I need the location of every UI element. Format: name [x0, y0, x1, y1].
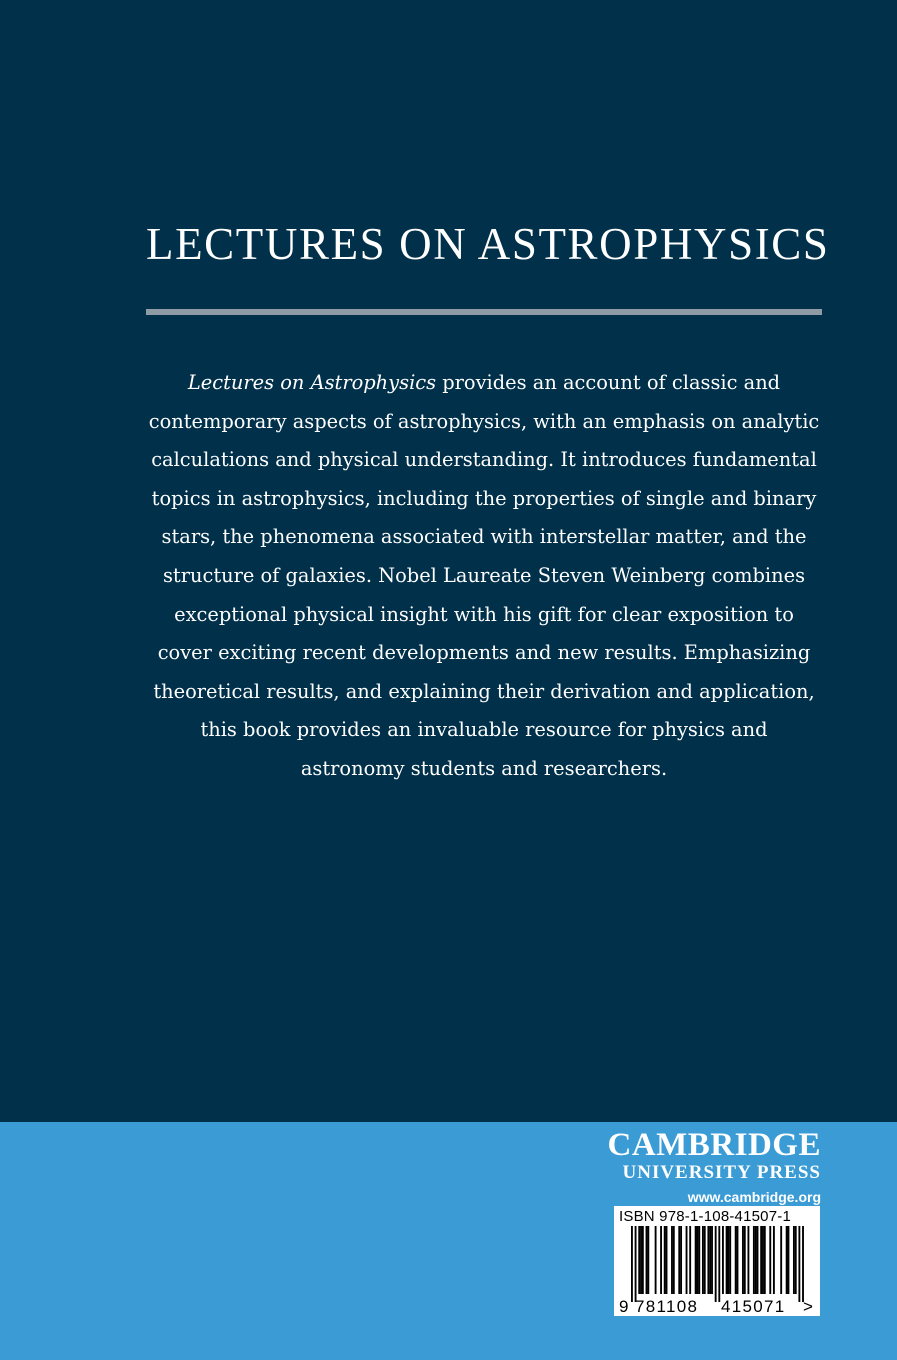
barcode-graphic [614, 1206, 820, 1316]
publisher-logo [607, 1128, 821, 1210]
barcode-bar [638, 1226, 640, 1294]
description-line: topics in astrophysics, including the properties of single and binary [151, 486, 817, 510]
barcode-bar [722, 1226, 724, 1294]
barcode-bar [680, 1226, 682, 1294]
barcode-bar [698, 1226, 700, 1294]
barcode-bar [631, 1226, 633, 1302]
barcode-bar [737, 1226, 739, 1294]
barcode-bar [744, 1226, 746, 1294]
title-divider [146, 309, 822, 315]
barcode-right-digits: 415071 [721, 1297, 786, 1316]
description-line: provides an account of classic and [442, 371, 781, 394]
barcode-bar [727, 1226, 729, 1294]
book-description [134, 364, 834, 789]
barcode-bar [707, 1226, 709, 1294]
barcode-bar [673, 1226, 675, 1294]
barcode-bar [735, 1226, 737, 1294]
description-line: astronomy students and researchers. [300, 756, 668, 780]
description-book-title: Lectures on Astrophysics [187, 371, 437, 394]
barcode-bar [711, 1226, 713, 1294]
barcode-bar [726, 1226, 728, 1294]
barcode-bar [769, 1226, 771, 1294]
barcode-quiet-mark: > [803, 1297, 813, 1316]
barcode-bar [655, 1226, 657, 1294]
barcode-bar [666, 1226, 668, 1294]
description-line: this book provides an invaluable resource for physics and [200, 718, 768, 742]
barcode-bar [718, 1226, 720, 1302]
barcode-bar [742, 1226, 744, 1294]
barcode-bar [635, 1226, 637, 1302]
barcode-bar [704, 1226, 706, 1294]
barcode-bar [697, 1226, 699, 1294]
barcode-bar [802, 1226, 804, 1302]
barcode-bar [660, 1226, 662, 1294]
description-line: theoretical results, and explaining their derivation and application, [153, 679, 815, 703]
barcode-bar [753, 1226, 755, 1294]
barcode-bar [760, 1226, 762, 1294]
barcode-bar [715, 1226, 717, 1302]
barcode-bar [709, 1226, 711, 1294]
barcode-bar [642, 1226, 644, 1294]
barcode-bars [631, 1226, 804, 1302]
description-line: calculations and physical understanding. It introduces fundamental [151, 448, 817, 472]
book-title: LECTURES ON ASTROPHYSICS [146, 219, 830, 269]
barcode-bar [729, 1226, 731, 1294]
barcode-bar [757, 1226, 759, 1294]
barcode-bar [747, 1226, 749, 1294]
isbn-barcode-box [614, 1206, 820, 1316]
barcode-bar [689, 1226, 691, 1294]
barcode-bar [695, 1226, 697, 1294]
description-line: structure of galaxies. Nobel Laureate Steven Weinberg combines [162, 563, 806, 587]
barcode-bar [671, 1226, 673, 1294]
barcode-bar [686, 1226, 688, 1294]
barcode-bar [788, 1226, 790, 1294]
barcode-bar [702, 1226, 704, 1294]
publisher-url: www.cambridge.org [687, 1189, 821, 1205]
publisher-name: CAMBRIDGE [607, 1127, 821, 1163]
barcode-bar [780, 1226, 782, 1294]
barcode-first-digit: 9 [619, 1297, 629, 1316]
barcode-bar [764, 1226, 766, 1294]
barcode-bar [773, 1226, 775, 1294]
barcode-bar [762, 1226, 764, 1294]
publisher-subtitle: UNIVERSITY PRESS [622, 1162, 821, 1183]
barcode-bar [640, 1226, 642, 1294]
barcode-bar [678, 1226, 680, 1294]
barcode-left-digits: 781108 [635, 1297, 699, 1316]
barcode-bar [786, 1226, 788, 1294]
barcode-bar [646, 1226, 648, 1294]
barcode-bar [664, 1226, 666, 1294]
description-line: cover exciting recent developments and new results. Emphasizing [157, 641, 811, 665]
barcode-bar [793, 1226, 795, 1294]
description-line: exceptional physical insight with his gift for clear exposition to [174, 602, 794, 626]
description-line: stars, the phenomena associated with interstellar matter, and the [161, 525, 807, 549]
barcode-bar [798, 1226, 800, 1302]
isbn-label: ISBN 978-1-108-41507-1 [619, 1208, 792, 1225]
barcode-bar [755, 1226, 757, 1294]
description-line: contemporary aspects of astrophysics, with an emphasis on analytic [148, 409, 820, 433]
barcode-bar [795, 1226, 797, 1294]
barcode-bar [647, 1226, 649, 1294]
